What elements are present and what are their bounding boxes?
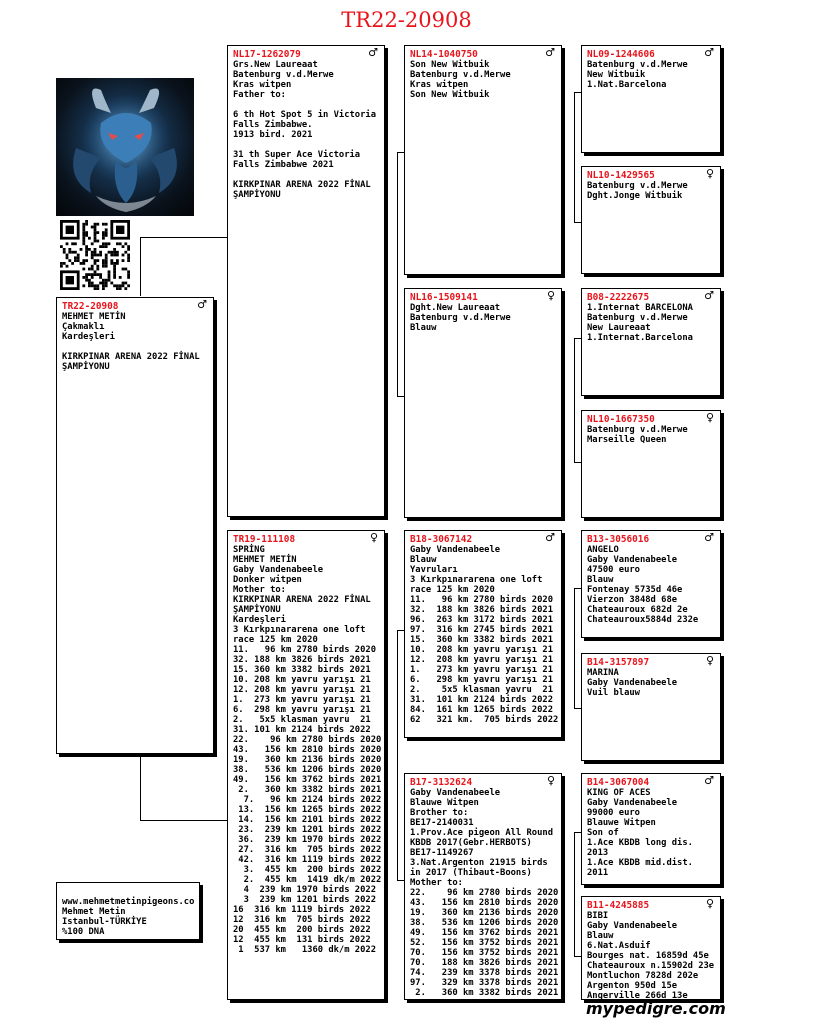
- female-icon: ♀: [546, 774, 555, 787]
- card-text: MEHMET METİN Çakmaklı Kardeşleri KIRKPINAR ARENA 2022 FİNAL ŞAMPİYONU: [62, 312, 200, 372]
- connector-line: [574, 832, 575, 956]
- card-text: Batenburg v.d.Merwe New Witbuik 1.Nat.Barcelona: [587, 60, 688, 90]
- ring-number: B14-3157897: [587, 657, 650, 668]
- connector-line: [140, 820, 228, 821]
- ring-number: TR19-111108: [233, 534, 296, 545]
- card-dam: [227, 530, 385, 1000]
- ring-number: NL14-1040750: [410, 49, 478, 60]
- male-icon: ♂: [545, 46, 555, 59]
- dragon-image: [56, 78, 194, 216]
- connector-line: [140, 752, 141, 820]
- card-dds: [581, 773, 721, 885]
- card-text: Gaby Vandenabeele Blauwe Witpen Brother to: BE17-2140031 1.Prov.Ace pigeon All Round KBDB 2017(Gebr.HERBOTS) BE17-1149267 3.Nat.Argenton 21915 birds in 2017 (Thibaut-Boons) Mother to: 22. 96 km 2780 birds 2020 43. 156 km 2810 birds 2020 19. 360 km 2136 birds 2020 38. 536 km 1206 birds 2020 49. 156 km 3762 birds 2021 52. 156 km 3752 birds 2021 70. 156 km 3752 birds 2021 70. 188 km 3826 birds 2021 74. 239 km 3378 birds 2021 97. 329 km 3378 birds 2021 2. 360 km 3382 birds 2021: [410, 788, 559, 998]
- footer-contact: www.mehmetmetinpigeons.co Mehmet Metin Istanbul-TÜRKİYE %100 DNA: [56, 882, 200, 940]
- card-sire: [227, 45, 385, 517]
- card-text: Batenburg v.d.Merwe Dght.Jonge Witbuik: [587, 181, 688, 201]
- male-icon: ♂: [704, 774, 714, 787]
- ring-number: B17-3132624: [410, 777, 473, 788]
- female-icon: ♀: [369, 531, 378, 544]
- female-icon: ♀: [705, 167, 714, 180]
- ring-number: NL09-1244606: [587, 49, 655, 60]
- card-sire-sire: [404, 45, 562, 275]
- card-text: MARINA Gaby Vandenabeele Vuil blauw: [587, 668, 678, 698]
- card-text: 1.Internat BARCELONA Batenburg v.d.Merwe New Laureaat 1.Internat.Barcelona: [587, 303, 693, 343]
- ring-number: NL16-1509141: [410, 292, 478, 303]
- card-dam-dam: [404, 773, 562, 1000]
- card-dss: [581, 530, 721, 638]
- male-icon: ♂: [704, 46, 714, 59]
- ring-number: B08-2222675: [587, 292, 650, 303]
- connector-line: [140, 237, 141, 296]
- card-text: KING OF ACES Gaby Vandenabeele 99000 euro Blauwe Witpen Son of 1.Ace KBDB long dis. 2013 1.Ace KBDB mid.dist. 2011: [587, 788, 693, 878]
- ring-number: B14-3067004: [587, 777, 650, 788]
- male-icon: ♂: [545, 531, 555, 544]
- brand-logo: mypedigre.com: [586, 999, 726, 1018]
- connector-line: [574, 92, 575, 222]
- female-icon: ♀: [705, 654, 714, 667]
- connector-line: [140, 237, 228, 238]
- card-sss: [581, 45, 721, 153]
- male-icon: ♂: [197, 298, 207, 311]
- ring-number: B11-4245885: [587, 900, 650, 911]
- card-sds: [581, 288, 721, 396]
- card-text: Dght.New Laureaat Batenburg v.d.Merwe Blauw: [410, 303, 511, 333]
- card-text: BIBI Gaby Vandenabeele Blauw 6.Nat.Asduif Bourges nat. 16859d 45e Chateauroux n.15902d 23e Montluchon 7828d 202e Argenton 950d 15e Angerville 266d 13e: [587, 911, 715, 1000]
- card-text: ANGELO Gaby Vandenabeele 47500 euro Blauw Fontenay 5735d 46e Vierzon 3848d 68e Chateauroux 682d 2e Chateauroux5884d 232e: [587, 545, 699, 625]
- card-dsd: [581, 653, 721, 761]
- ring-number: B18-3067142: [410, 534, 473, 545]
- female-icon: ♀: [546, 289, 555, 302]
- female-icon: ♀: [705, 897, 714, 910]
- connector-line: [574, 338, 575, 462]
- card-ssd: [581, 166, 721, 274]
- card-text: SPRİNG MEHMET METİN Gaby Vandenabeele Donker witpen Mother to: KIRKPINAR ARENA 2022 FİNAL ŞAMPİYONU Kardeşleri 3 Kırkpınararena one loft race 125 km 2020 11. 96 km 2780 birds 2020 32. 188 km 3826 birds 2021 15. 360 km 3382 birds 2021 10. 208 km yavru yarışı 21 12. 208 km yavru yarışı 21 1. 273 km yavru yarışı 21 6. 298 km yavru yarışı 21 2. 5x5 klasman yavru 21 31. 101 km 2124 birds 2022 22. 96 km 2780 birds 2020 43. 156 km 2810 birds 2020 19. 360 km 2136 birds 2020 38. 536 km 1206 birds 2020 49. 156 km 3762 birds 2021 2. 360 km 3382 birds 2021 7. 96 km 2124 birds 2022 13. 156 km 1265 birds 2022 14. 156 km 2101 birds 2022 23. 239 km 1201 birds 2022 36. 239 km 1970 birds 2022 27. 316 km 705 birds 2022 42. 316 km 1119 birds 2022 3. 455 km 200 birds 2022 2. 455 km 1419 dk/m 2022 4 239 km 1970 birds 2022 3 239 km 1201 birds 2022 16 316 km 1119 birds 2022 12 316 km 705 birds 2022 20 455 km 200 birds 2022 12 455 km 131 birds 2022 1 537 km 1360 dk/m 2022: [233, 545, 382, 955]
- male-icon: ♂: [704, 289, 714, 302]
- connector-line: [397, 152, 398, 396]
- card-text: Batenburg v.d.Merwe Marseille Queen: [587, 425, 688, 445]
- female-icon: ♀: [705, 411, 714, 424]
- card-ddd: [581, 896, 721, 1000]
- card-text: Gaby Vandenabeele Blauw Yavruları 3 Kırkpınararena one loft race 125 km 2020 11. 96 km 2780 birds 2020 32. 188 km 3826 birds 2021 96. 263 km 3172 birds 2021 97. 316 km 2745 birds 2021 15. 360 km 3382 birds 2021 10. 208 km yavru yarışı 21 12. 208 km yavru yarışı 21 1. 273 km yavru yarışı 21 6. 298 km yavru yarışı 21 2. 5x5 klasman yavru 21 31. 101 km 2124 birds 2022 84. 161 km 1265 birds 2022 62 321 km. 705 birds 2022: [410, 545, 559, 725]
- card-sdd: [581, 410, 721, 518]
- card-text: Son New Witbuik Batenburg v.d.Merwe Kras witpen Son New Witbuik: [410, 60, 511, 100]
- male-icon: ♂: [704, 531, 714, 544]
- page-title: TR22-20908: [341, 8, 472, 32]
- ring-number: B13-3056016: [587, 534, 650, 545]
- ring-number: TR22-20908: [62, 301, 119, 312]
- ring-number: NL10-1667350: [587, 414, 655, 425]
- qr-code: [60, 220, 130, 290]
- card-dam-sire: [404, 530, 562, 738]
- card-sire-dam: [404, 288, 562, 518]
- ring-number: NL10-1429565: [587, 170, 655, 181]
- ring-number: NL17-1262079: [233, 49, 301, 60]
- card-text: Grs.New Laureaat Batenburg v.d.Merwe Kras witpen Father to: 6 th Hot Spot 5 in Victoria Falls Zimbabwe. 1913 bird. 2021 31 th Super Ace Victoria Falls Zimbabwe 2021 KIRKPINAR ARENA 2022 FİNAL ŞAMPİYONU: [233, 60, 376, 200]
- connector-line: [397, 630, 398, 880]
- male-icon: ♂: [368, 46, 378, 59]
- card-subject: [56, 297, 214, 754]
- connector-line: [574, 588, 575, 708]
